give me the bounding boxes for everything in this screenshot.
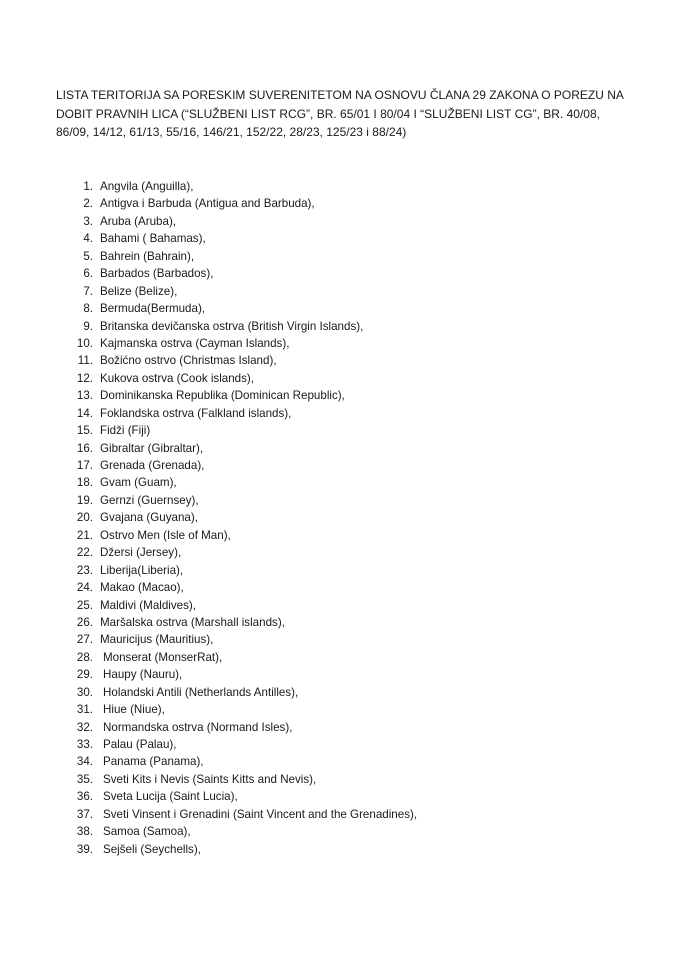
list-item — [0, 265, 679, 282]
list-item — [0, 440, 679, 457]
list-item — [0, 335, 679, 352]
list-item-number: 37. — [76, 807, 93, 821]
list-item-name: Sejšeli (Seychells), — [103, 842, 201, 856]
list-item-number: 30. — [76, 685, 93, 699]
list-item — [0, 666, 679, 683]
list-item — [0, 841, 679, 858]
list-item-name: Hiue (Niue), — [103, 703, 165, 717]
list-item-name: Božićno ostrvo (Christmas Island), — [100, 354, 277, 368]
list-item-name: Bahrein (Bahrain), — [100, 249, 195, 263]
list-item-number: 15. — [76, 424, 93, 438]
list-item — [0, 492, 679, 509]
list-item — [0, 422, 679, 439]
list-item — [0, 806, 679, 823]
list-item-number: 17. — [76, 459, 93, 472]
list-item-number: 14. — [76, 406, 93, 420]
list-item-name: Haupy (Nauru), — [103, 668, 183, 682]
list-item-number: 39. — [76, 842, 93, 856]
list-item-name: Angvila (Anguilla), — [100, 180, 194, 193]
list-item — [0, 300, 679, 317]
list-item-name: Dominikanska Republika (Dominican Republic), — [100, 389, 345, 403]
list-item — [0, 736, 679, 753]
list-item — [0, 701, 679, 718]
list-item — [0, 631, 679, 648]
list-item-number: 8. — [83, 302, 93, 316]
list-item-number: 35. — [76, 772, 93, 786]
list-item-name: Ostrvo Men (Isle of Man), — [100, 528, 231, 542]
document-title: LISTA TERITORIJA SA PORESKIM SUVERENITETOM NA OSNOVU ČLANA 29 ZAKONA O POREZU NA DOBIT PRAVNIH LICA (“SLUŽBENI LIST RCG”, BR. 65/01 I 80/04 I “SLUŽBENI LIST CG”, BR. 40/08, 86/09, 14/12, 61/13, 55/16, 146/21, 152/22, 28/23, 125/23 i 88/24) — [56, 88, 624, 139]
list-item-name: Bermuda(Bermuda), — [100, 302, 206, 316]
list-item-name: Gernzi (Guernsey), — [100, 493, 199, 507]
list-item-name: Foklandska ostrva (Falkland islands), — [100, 406, 292, 420]
list-item — [0, 649, 679, 666]
list-item-number: 32. — [76, 720, 93, 734]
list-item-name: Mauricijus (Mauritius), — [100, 633, 214, 647]
list-item-name: Bahami ( Bahamas), — [100, 232, 206, 246]
list-item-number: 18. — [76, 476, 93, 490]
list-item — [0, 788, 679, 805]
list-item — [0, 195, 679, 212]
list-item-number: 5. — [83, 249, 93, 263]
list-item-name: Maršalska ostrva (Marshall islands), — [100, 615, 285, 629]
list-item-number: 1. — [83, 180, 93, 193]
list-item-number: 23. — [76, 563, 93, 577]
list-item-number: 27. — [76, 633, 93, 647]
list-item-name: Sveta Lucija (Saint Lucia), — [103, 790, 238, 804]
list-item — [0, 684, 679, 701]
list-item — [0, 178, 679, 195]
list-item — [0, 597, 679, 614]
list-item-name: Britanska devičanska ostrva (British Virgin Islands), — [100, 319, 364, 333]
list-item-name: Makao (Macao), — [100, 581, 184, 595]
list-item-number: 24. — [76, 581, 93, 595]
list-item — [0, 318, 679, 335]
list-item-number: 3. — [83, 214, 93, 228]
list-item-number: 22. — [76, 546, 93, 560]
list-item-number: 13. — [76, 389, 93, 403]
list-item-name: Samoa (Samoa), — [103, 825, 191, 839]
list-item-number: 38. — [76, 825, 93, 839]
list-item — [0, 230, 679, 247]
list-item-number: 11. — [77, 354, 93, 368]
list-item-name: Kajmanska ostrva (Cayman Islands), — [100, 336, 290, 350]
list-item-name: Grenada (Grenada), — [100, 459, 205, 472]
list-item-number: 21. — [76, 528, 93, 542]
list-item-number: 7. — [83, 284, 93, 298]
list-item-number: 29. — [76, 668, 93, 682]
list-item — [0, 370, 679, 387]
list-item-number: 12. — [76, 371, 93, 385]
list-item-name: Holandski Antili (Netherlands Antilles), — [103, 685, 299, 699]
list-item-name: Belize (Belize), — [100, 284, 178, 298]
list-item-name: Aruba (Aruba), — [100, 214, 177, 228]
list-item-name: Monserat (MonserRat), — [103, 650, 223, 664]
list-item-number: 36. — [76, 790, 93, 804]
list-item-name: Sveti Vinsent i Grenadini (Saint Vincent and the Grenadines), — [103, 807, 418, 821]
list-item — [0, 457, 679, 474]
list-item — [0, 579, 679, 596]
list-item-number: 34. — [76, 755, 93, 769]
list-item-number: 2. — [83, 197, 93, 211]
list-item-name: Normandska ostrva (Normand Isles), — [103, 720, 293, 734]
list-item-name: Gibraltar (Gibraltar), — [100, 441, 204, 455]
list-item — [0, 527, 679, 544]
list-item-number: 9. — [83, 319, 93, 333]
list-item — [0, 771, 679, 788]
list-item-number: 16. — [76, 441, 93, 455]
list-item — [0, 213, 679, 230]
territory-list — [0, 178, 679, 858]
list-item — [0, 248, 679, 265]
list-item-number: 19. — [76, 493, 93, 507]
list-item — [0, 352, 679, 369]
list-item — [0, 719, 679, 736]
list-item — [0, 387, 679, 404]
list-item-number: 6. — [83, 267, 93, 281]
list-item — [0, 544, 679, 561]
list-item-name: Džersi (Jersey), — [100, 546, 182, 560]
list-item-name: Gvam (Guam), — [100, 476, 177, 490]
list-item-name: Kukova ostrva (Cook islands), — [100, 371, 255, 385]
list-item — [0, 474, 679, 491]
list-item-name: Panama (Panama), — [103, 755, 204, 769]
list-item — [0, 562, 679, 579]
list-item-name: Palau (Palau), — [103, 738, 177, 751]
list-item-name: Liberija(Liberia), — [100, 563, 184, 577]
list-item — [0, 283, 679, 300]
list-item-name: Fidži (Fiji) — [100, 424, 151, 438]
list-item-number: 4. — [83, 232, 93, 246]
list-item-name: Maldivi (Maldives), — [100, 598, 196, 612]
list-item-number: 33. — [76, 738, 93, 751]
list-item-number: 10. — [76, 336, 93, 350]
list-item-number: 25. — [76, 598, 93, 612]
list-item — [0, 753, 679, 770]
list-item-number: 31. — [76, 703, 93, 717]
list-item-name: Sveti Kits i Nevis (Saints Kitts and Nevis), — [103, 772, 317, 786]
list-item-name: Antigva i Barbuda (Antigua and Barbuda), — [100, 197, 315, 211]
list-item — [0, 509, 679, 526]
list-item-name: Gvajana (Guyana), — [100, 511, 198, 525]
list-item-number: 28. — [76, 650, 93, 664]
list-item-name: Barbados (Barbados), — [100, 267, 214, 281]
list-item — [0, 614, 679, 631]
list-item — [0, 405, 679, 422]
list-item — [0, 823, 679, 840]
list-item-number: 20. — [76, 511, 93, 525]
list-item-number: 26. — [76, 615, 93, 629]
